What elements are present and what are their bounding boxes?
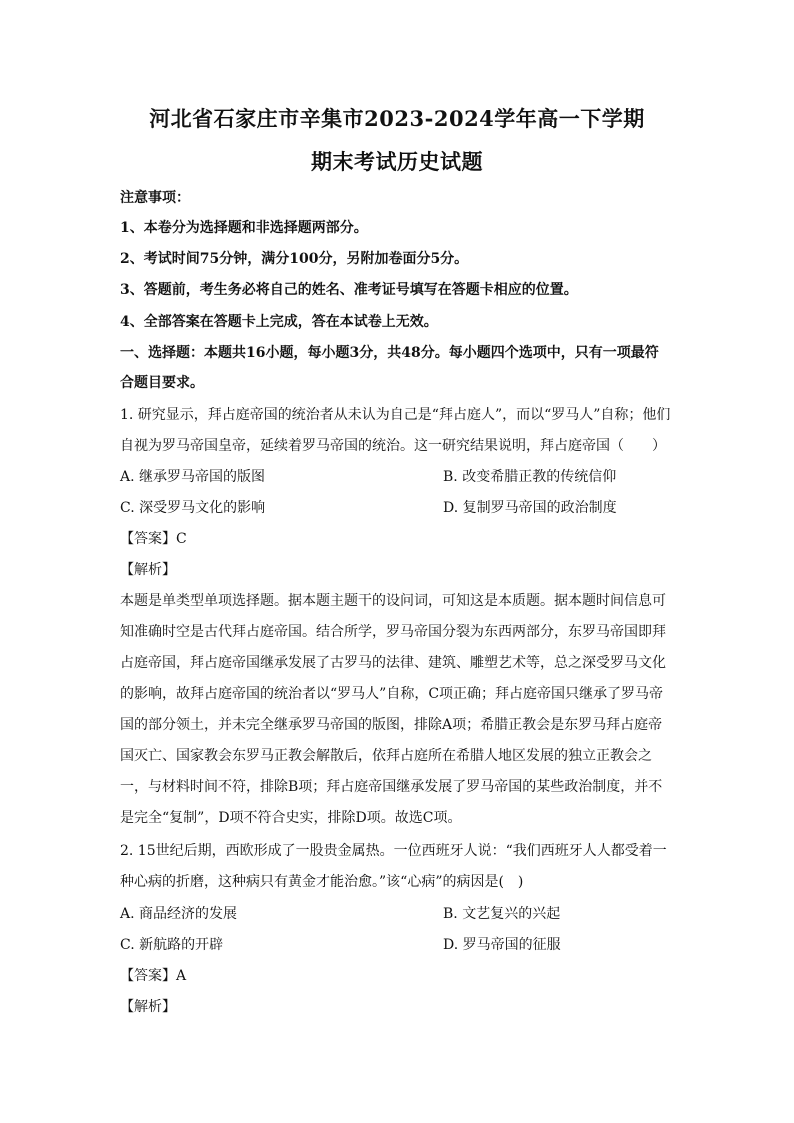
q2-option-d: D. 罗马帝国的征服 (443, 937, 561, 953)
section-heading-line-1: 一、选择题：本题共16小题，每小题3分，共48分。每小题四个选项中，只有一项最符 (120, 345, 659, 361)
q1-analysis-label: 【解析】 (120, 562, 176, 578)
q2-stem-line-2: 种心病的折磨，这种病只有黄金才能治愈。”该“心病”的病因是( ) (120, 874, 524, 890)
note-item-2: 2、考试时间75分钟，满分100分，另附加卷面分5分。 (120, 251, 469, 267)
q2-option-b: B. 文艺复兴的兴起 (443, 906, 561, 922)
q2-stem-line-1: 2. 15世纪后期，西欧形成了一股贵金属热。一位西班牙人说：“我们西班牙人人都受着一 (120, 843, 667, 859)
q1-analysis-line-3: 占庭帝国，拜占庭帝国继承发展了古罗马的法律、建筑、雕塑艺术等，总之深受罗马文化 (120, 655, 666, 671)
notes-heading: 注意事项： (120, 190, 190, 206)
q1-option-c: C. 深受罗马文化的影响 (120, 500, 266, 516)
note-item-4: 4、全部答案在答题卡上完成，答在本试卷上无效。 (120, 314, 438, 330)
q1-answer: 【答案】C (120, 531, 187, 547)
q1-analysis-line-2: 知准确时空是古代拜占庭帝国。结合所学，罗马帝国分裂为东西两部分，东罗马帝国即拜 (120, 624, 666, 640)
q2-option-c: C. 新航路的开辟 (120, 937, 224, 953)
q2-analysis-label: 【解析】 (120, 999, 176, 1015)
q1-option-b: B. 改变希腊正教的传统信仰 (443, 469, 617, 485)
q1-stem-line-2: 自视为罗马帝国皇帝，延续着罗马帝国的统治。这一研究结果说明，拜占庭帝国（ ） (120, 438, 666, 454)
section-heading-line-2: 合题目要求。 (120, 375, 204, 391)
q1-analysis-line-5: 国的部分领土，并未完全继承罗马帝国的版图，排除A项；希腊正教会是东罗马拜占庭帝 (120, 717, 663, 733)
note-item-3: 3、答题前，考生务必将自己的姓名、准考证号填写在答题卡相应的位置。 (120, 282, 578, 298)
q1-analysis-line-6: 国灭亡、国家教会东罗马正教会解散后，依拜占庭所在希腊人地区发展的独立正教会之 (120, 748, 652, 764)
q2-answer: 【答案】A (120, 968, 187, 984)
q1-analysis-line-8: 是完全“复制”，D项不符合史实，排除D项。故选C项。 (120, 810, 462, 826)
q2-option-a: A. 商品经济的发展 (120, 906, 238, 922)
q1-analysis-line-1: 本题是单类型单项选择题。据本题主题干的设问词，可知这是本质题。据本题时间信息可 (120, 593, 666, 609)
note-item-1: 1、本卷分为选择题和非选择题两部分。 (120, 220, 368, 236)
q1-analysis-line-7: 一，与材料时间不符，排除B项；拜占庭帝国继承发展了罗马帝国的某些政治制度，并不 (120, 779, 663, 795)
q1-analysis-line-4: 的影响，故拜占庭帝国的统治者以“罗马人”自称，C项正确；拜占庭帝国只继承了罗马帝 (120, 686, 664, 702)
document-title-line-2: 期末考试历史试题 (311, 149, 483, 174)
document-title-line-1: 河北省石家庄市辛集市2023-2024学年高一下学期 (149, 106, 645, 131)
q1-option-d: D. 复制罗马帝国的政治制度 (443, 500, 617, 516)
q1-option-a: A. 继承罗马帝国的版图 (120, 469, 266, 485)
q1-stem-line-1: 1. 研究显示，拜占庭帝国的统治者从未认为自己是“拜占庭人”，而以“罗马人”自称；他们 (120, 407, 671, 423)
